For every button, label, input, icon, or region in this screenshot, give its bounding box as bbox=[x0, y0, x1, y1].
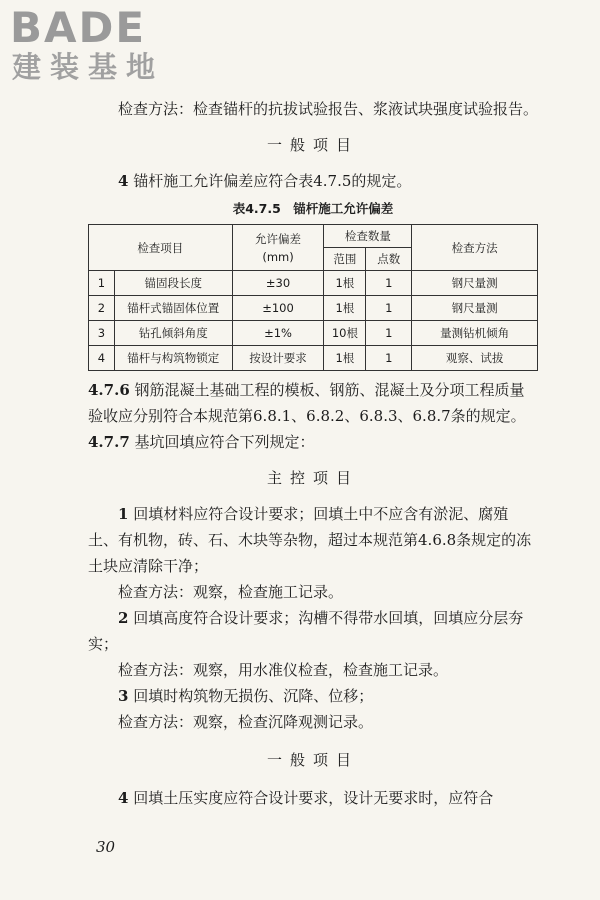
row-number: 2 bbox=[89, 296, 115, 321]
item-number: 3 bbox=[118, 687, 129, 705]
item-4 bbox=[88, 785, 538, 811]
row-item: 锚杆与构筑物锁定 bbox=[114, 346, 232, 371]
item-text: 回填土压实度应符合设计要求，设计无要求时，应符合 bbox=[133, 789, 494, 807]
item-number: 1 bbox=[118, 505, 129, 523]
row-range: 1根 bbox=[324, 296, 366, 321]
header-tolerance-label: 允许偏差 bbox=[255, 232, 302, 246]
item-text: 回填时构筑物无损伤、沉降、位移； bbox=[133, 687, 374, 705]
page-number: 30 bbox=[96, 838, 116, 856]
section-general-2: 一般项目 bbox=[266, 751, 359, 769]
clause-text: 锚杆施工允许偏差应符合表4.7.5的规定。 bbox=[133, 172, 412, 190]
table-header-row bbox=[89, 225, 538, 248]
item-1 bbox=[88, 501, 538, 579]
row-number: 1 bbox=[89, 271, 115, 296]
row-number: 3 bbox=[89, 321, 115, 346]
row-range: 1根 bbox=[324, 271, 366, 296]
tolerance-table bbox=[88, 224, 538, 371]
table-row bbox=[89, 271, 538, 296]
header-method: 检查方法 bbox=[412, 225, 538, 271]
logo-subtitle: 建装基地 bbox=[12, 50, 165, 84]
clause-4-7-6 bbox=[88, 377, 538, 429]
clause-number: 4.7.6 bbox=[88, 381, 130, 399]
section-general-1: 一般项目 bbox=[266, 136, 359, 154]
item-number: 4 bbox=[118, 789, 129, 807]
row-range: 10根 bbox=[324, 321, 366, 346]
row-method: 钢尺量测 bbox=[412, 271, 538, 296]
row-points: 1 bbox=[366, 271, 412, 296]
table-title: 表4.7.5 锚杆施工允许偏差 bbox=[232, 201, 394, 216]
row-tolerance: ±1% bbox=[232, 321, 324, 346]
logo-brand: BADE bbox=[10, 3, 147, 52]
header-tolerance bbox=[232, 225, 324, 271]
header-item: 检查项目 bbox=[89, 225, 233, 271]
row-item: 钻孔倾斜角度 bbox=[114, 321, 232, 346]
clause-text: 钢筋混凝土基础工程的模板、钢筋、混凝土及分项工程质量验收应分别符合本规范第6.8.1、6.8.2、6.8.3、6.8.7条的规定。 bbox=[88, 381, 526, 425]
clause-4-anchor-tolerance bbox=[88, 168, 538, 194]
row-tolerance: ±100 bbox=[232, 296, 324, 321]
header-range: 范围 bbox=[324, 248, 366, 271]
item-text: 回填材料应符合设计要求；回填土中不应含有淤泥、腐殖土、有机物，砖、石、木块等杂物，超过本规范第4.6.8条规定的冻土块应清除干净； bbox=[88, 505, 532, 575]
item-text: 回填高度符合设计要求；沟槽不得带水回填，回填应分层夯实； bbox=[88, 609, 524, 653]
header-quantity: 检查数量 bbox=[324, 225, 412, 248]
row-tolerance: ±30 bbox=[232, 271, 324, 296]
section-main-control: 主控项目 bbox=[266, 469, 359, 487]
clause-text: 基坑回填应符合下列规定： bbox=[134, 433, 315, 451]
row-method: 量测钻机倾角 bbox=[412, 321, 538, 346]
check-method-anchor: 检查方法：检查锚杆的抗拔试验报告、浆液试块强度试验报告。 bbox=[118, 100, 539, 118]
item-3-check: 检查方法：观察，检查沉降观测记录。 bbox=[118, 713, 374, 731]
table-row bbox=[89, 321, 538, 346]
row-range: 1根 bbox=[324, 346, 366, 371]
row-item: 锚固段长度 bbox=[114, 271, 232, 296]
row-item: 锚杆式锚固体位置 bbox=[114, 296, 232, 321]
clause-number: 4 bbox=[118, 172, 129, 190]
site-logo bbox=[10, 3, 165, 84]
row-method: 观察、试拔 bbox=[412, 346, 538, 371]
row-points: 1 bbox=[366, 321, 412, 346]
row-method: 钢尺量测 bbox=[412, 296, 538, 321]
item-3 bbox=[88, 683, 538, 709]
row-points: 1 bbox=[366, 346, 412, 371]
item-2 bbox=[88, 605, 538, 657]
clause-4-7-7 bbox=[88, 429, 538, 455]
item-number: 2 bbox=[118, 609, 129, 627]
header-points: 点数 bbox=[366, 248, 412, 271]
clause-number: 4.7.7 bbox=[88, 433, 130, 451]
row-number: 4 bbox=[89, 346, 115, 371]
row-tolerance: 按设计要求 bbox=[232, 346, 324, 371]
page-content bbox=[88, 96, 538, 811]
row-points: 1 bbox=[366, 296, 412, 321]
item-2-check: 检查方法：观察，用水准仪检查，检查施工记录。 bbox=[118, 661, 449, 679]
table-row bbox=[89, 296, 538, 321]
header-tolerance-unit: (mm) bbox=[262, 250, 294, 264]
item-1-check: 检查方法：观察，检查施工记录。 bbox=[118, 583, 344, 601]
table-row bbox=[89, 346, 538, 371]
